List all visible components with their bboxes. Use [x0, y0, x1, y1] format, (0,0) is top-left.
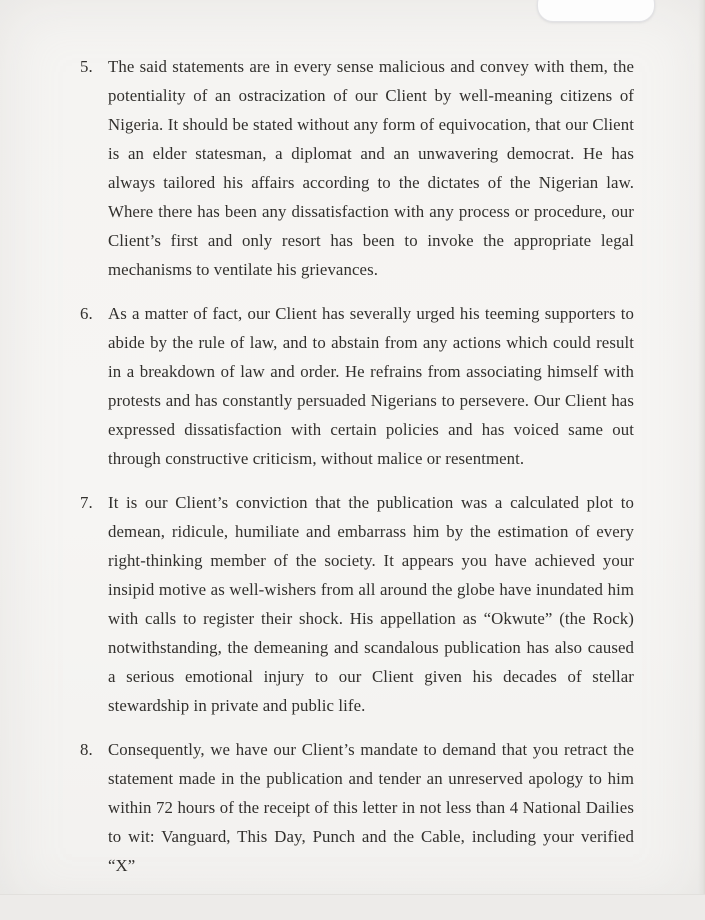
numbered-paragraph	[80, 488, 634, 720]
numbered-paragraph	[80, 52, 634, 284]
page-edge-shadow	[698, 0, 705, 920]
paragraph-text: As a matter of fact, our Client has severally urged his teeming supporters to abide by the rule of law, and to abstain from any actions which could result in a breakdown of law and order. He refrains from associating himself with protests and has constantly persuaded Nigerians to persevere. Our Client has expressed dissatisfaction with certain policies and has voiced same out through constructive criticism, without malice or resentment.	[108, 304, 634, 468]
paragraph-text: The said statements are in every sense malicious and convey with them, the potentiality of an ostracization of our Client by well-meaning citizens of Nigeria. It should be stated without any form of equivocation, that our Client is an elder statesman, a diplomat and an unwavering democrat. He has always tailored his affairs according to the dictates of the Nigerian law. Where there has been any dissatisfaction with any process or procedure, our Client’s first and only resort has been to invoke the appropriate legal mechanisms to ventilate his grievances.	[108, 57, 634, 279]
paragraph-text: Consequently, we have our Client’s mandate to demand that you retract the statement made in the publication and tender an unreserved apology to him within 72 hours of the receipt of this letter in not less than 4 National Dailies to wit: Vanguard, This Day, Punch and the Cable, including your verified “X”	[108, 740, 634, 875]
numbered-paragraph	[80, 299, 634, 473]
page-fold-shadow	[0, 894, 705, 920]
floating-card-edge	[537, 0, 655, 22]
paragraph-number: 5.	[80, 57, 93, 76]
numbered-paragraph	[80, 735, 634, 880]
letter-body	[80, 52, 634, 895]
paragraph-number: 8.	[80, 740, 93, 759]
paragraph-number: 7.	[80, 493, 93, 512]
paragraph-text: It is our Client’s conviction that the publication was a calculated plot to demean, ridicule, humiliate and embarrass him by the estimation of every right-thinking member of the society. It appears you have achieved your insipid motive as well-wishers from all around the globe have inundated him with calls to register their shock. His appellation as “Okwute” (the Rock) notwithstanding, the demeaning and scandalous publication has also caused a serious emotional injury to our Client given his decades of stellar stewardship in private and public life.	[108, 493, 634, 715]
paragraph-number: 6.	[80, 304, 93, 323]
